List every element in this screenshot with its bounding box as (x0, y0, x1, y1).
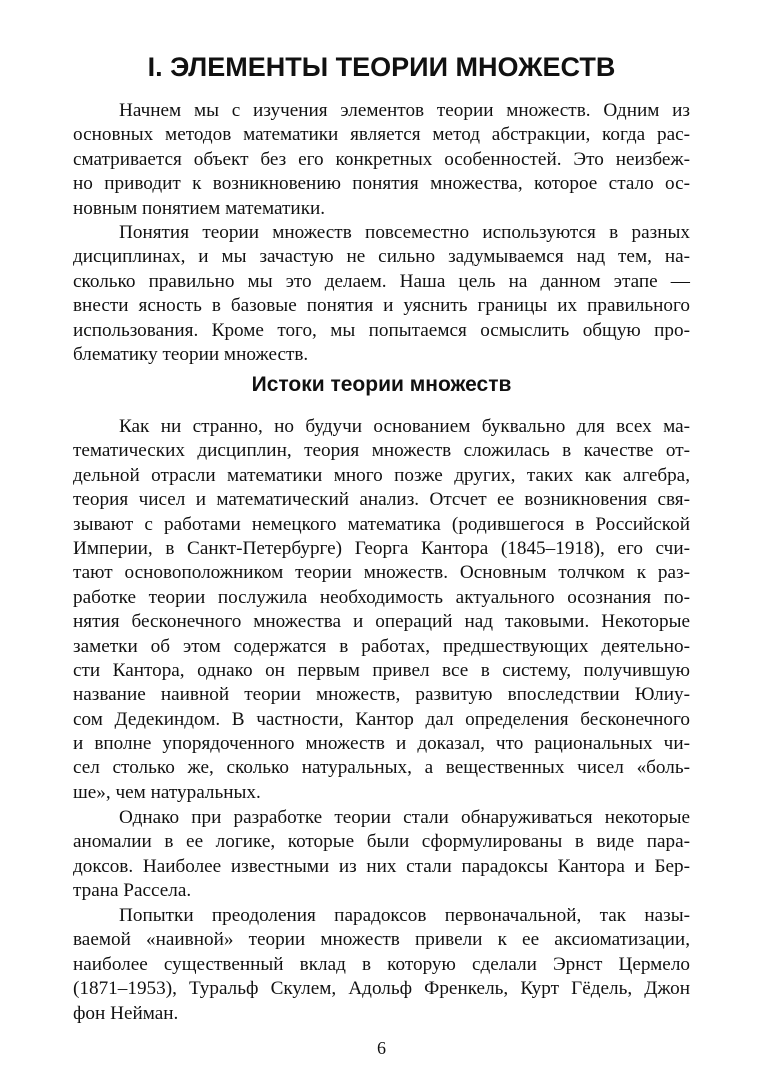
text-line: дисциплинах, и мы зачастую не сильно задумываемся над тем, на- (73, 246, 690, 268)
text-line: трана Рассела. (73, 880, 192, 902)
text-line: наиболее существенный вклад в которую сделали Эрнст Цермело (73, 953, 690, 975)
section-paragraph-3 (73, 904, 690, 1026)
text-line: сматривается объект без его конкретных особенностей. Это неизбеж- (73, 148, 690, 170)
text-line: тают основоположником теории множеств. Основным толчком к раз- (73, 562, 690, 584)
text-line: дельной отрасли математики много позже других, таких как алгебра, (73, 464, 690, 486)
section-paragraph-1 (73, 415, 690, 805)
text-line: внести ясность в базовые понятия и уяснить границы их правильного (73, 295, 690, 317)
text-line: доксов. Наиболее известными из них стали парадоксы Кантора и Бер- (73, 855, 690, 877)
section-title: Истоки теории множеств (251, 373, 512, 396)
text-line: зывают с работами немецкого математика (родившегося в Российской (73, 513, 690, 535)
text-line: ваемой «наивной» теории множеств привели к ее аксиоматизации, (73, 929, 690, 951)
text-line: сом Дедекиндом. В частности, Кантор дал определения бесконечного (73, 708, 690, 730)
text-line: тематических дисциплин, теория множеств сложилась в качестве от- (73, 440, 690, 462)
intro-paragraph-1 (73, 99, 690, 221)
text-line: аномалии в ее логике, которые были сформулированы в виде пара- (73, 831, 690, 853)
page-number: 6 (377, 1038, 386, 1058)
text-line: нятия бесконечного множества и операций над таковыми. Некоторые (73, 611, 690, 633)
text-line: название наивной теории множеств, развитую впоследствии Юлиу- (73, 684, 690, 706)
text-line: теория чисел и математический анализ. Отсчет ее возникновения свя- (73, 489, 690, 511)
text-line: сти Кантора, однако он первым привел все в систему, получившую (73, 659, 690, 681)
text-line: работке теории послужила необходимость актуального осознания по- (73, 586, 690, 608)
text-line: ше», чем натуральных. (73, 781, 261, 803)
text-line: Как ни странно, но будучи основанием буквально для всех ма- (119, 416, 690, 437)
text-line: сел столько же, сколько натуральных, а вещественных чисел «боль- (73, 757, 690, 779)
intro-paragraph-2 (73, 221, 690, 367)
text-line: Однако при разработке теории стали обнаруживаться некоторые (119, 807, 690, 828)
text-line: сколько правильно мы это делаем. Наша цель на данном этапе — (73, 270, 690, 292)
text-line: и вполне упорядоченного множеств и доказал, что рациональных чи- (73, 733, 690, 755)
text-line: (1871–1953), Туральф Скулем, Адольф Френкель, Курт Гёдель, Джон (73, 978, 690, 1000)
text-line: основных методов математики является метод абстракции, когда рас- (73, 124, 690, 146)
text-line: Попытки преодоления парадоксов первоначальной, так назы- (119, 905, 690, 926)
text-line: Начнем мы с изучения элементов теории множеств. Одним из (119, 100, 690, 121)
section-paragraph-2 (73, 806, 690, 904)
text-line: Понятия теории множеств повсеместно используются в разных (119, 222, 690, 243)
chapter-title: I. ЭЛЕМЕНТЫ ТЕОРИИ МНОЖЕСТВ (147, 52, 616, 82)
text-line: использования. Кроме того, мы попытаемся осмыслить общую про- (73, 319, 690, 341)
text-line: Империи, в Санкт-Петербурге) Георга Кантора (1845–1918), его счи- (73, 537, 690, 559)
text-line: заметки об этом содержатся в работах, предшествующих деятельно- (73, 635, 690, 657)
text-line: но приводит к возникновению понятия множества, которое стало ос- (73, 173, 690, 195)
text-line: фон Нейман. (73, 1002, 179, 1024)
text-line: блематику теории множеств. (73, 343, 309, 365)
text-line: новным понятием математики. (73, 197, 326, 219)
